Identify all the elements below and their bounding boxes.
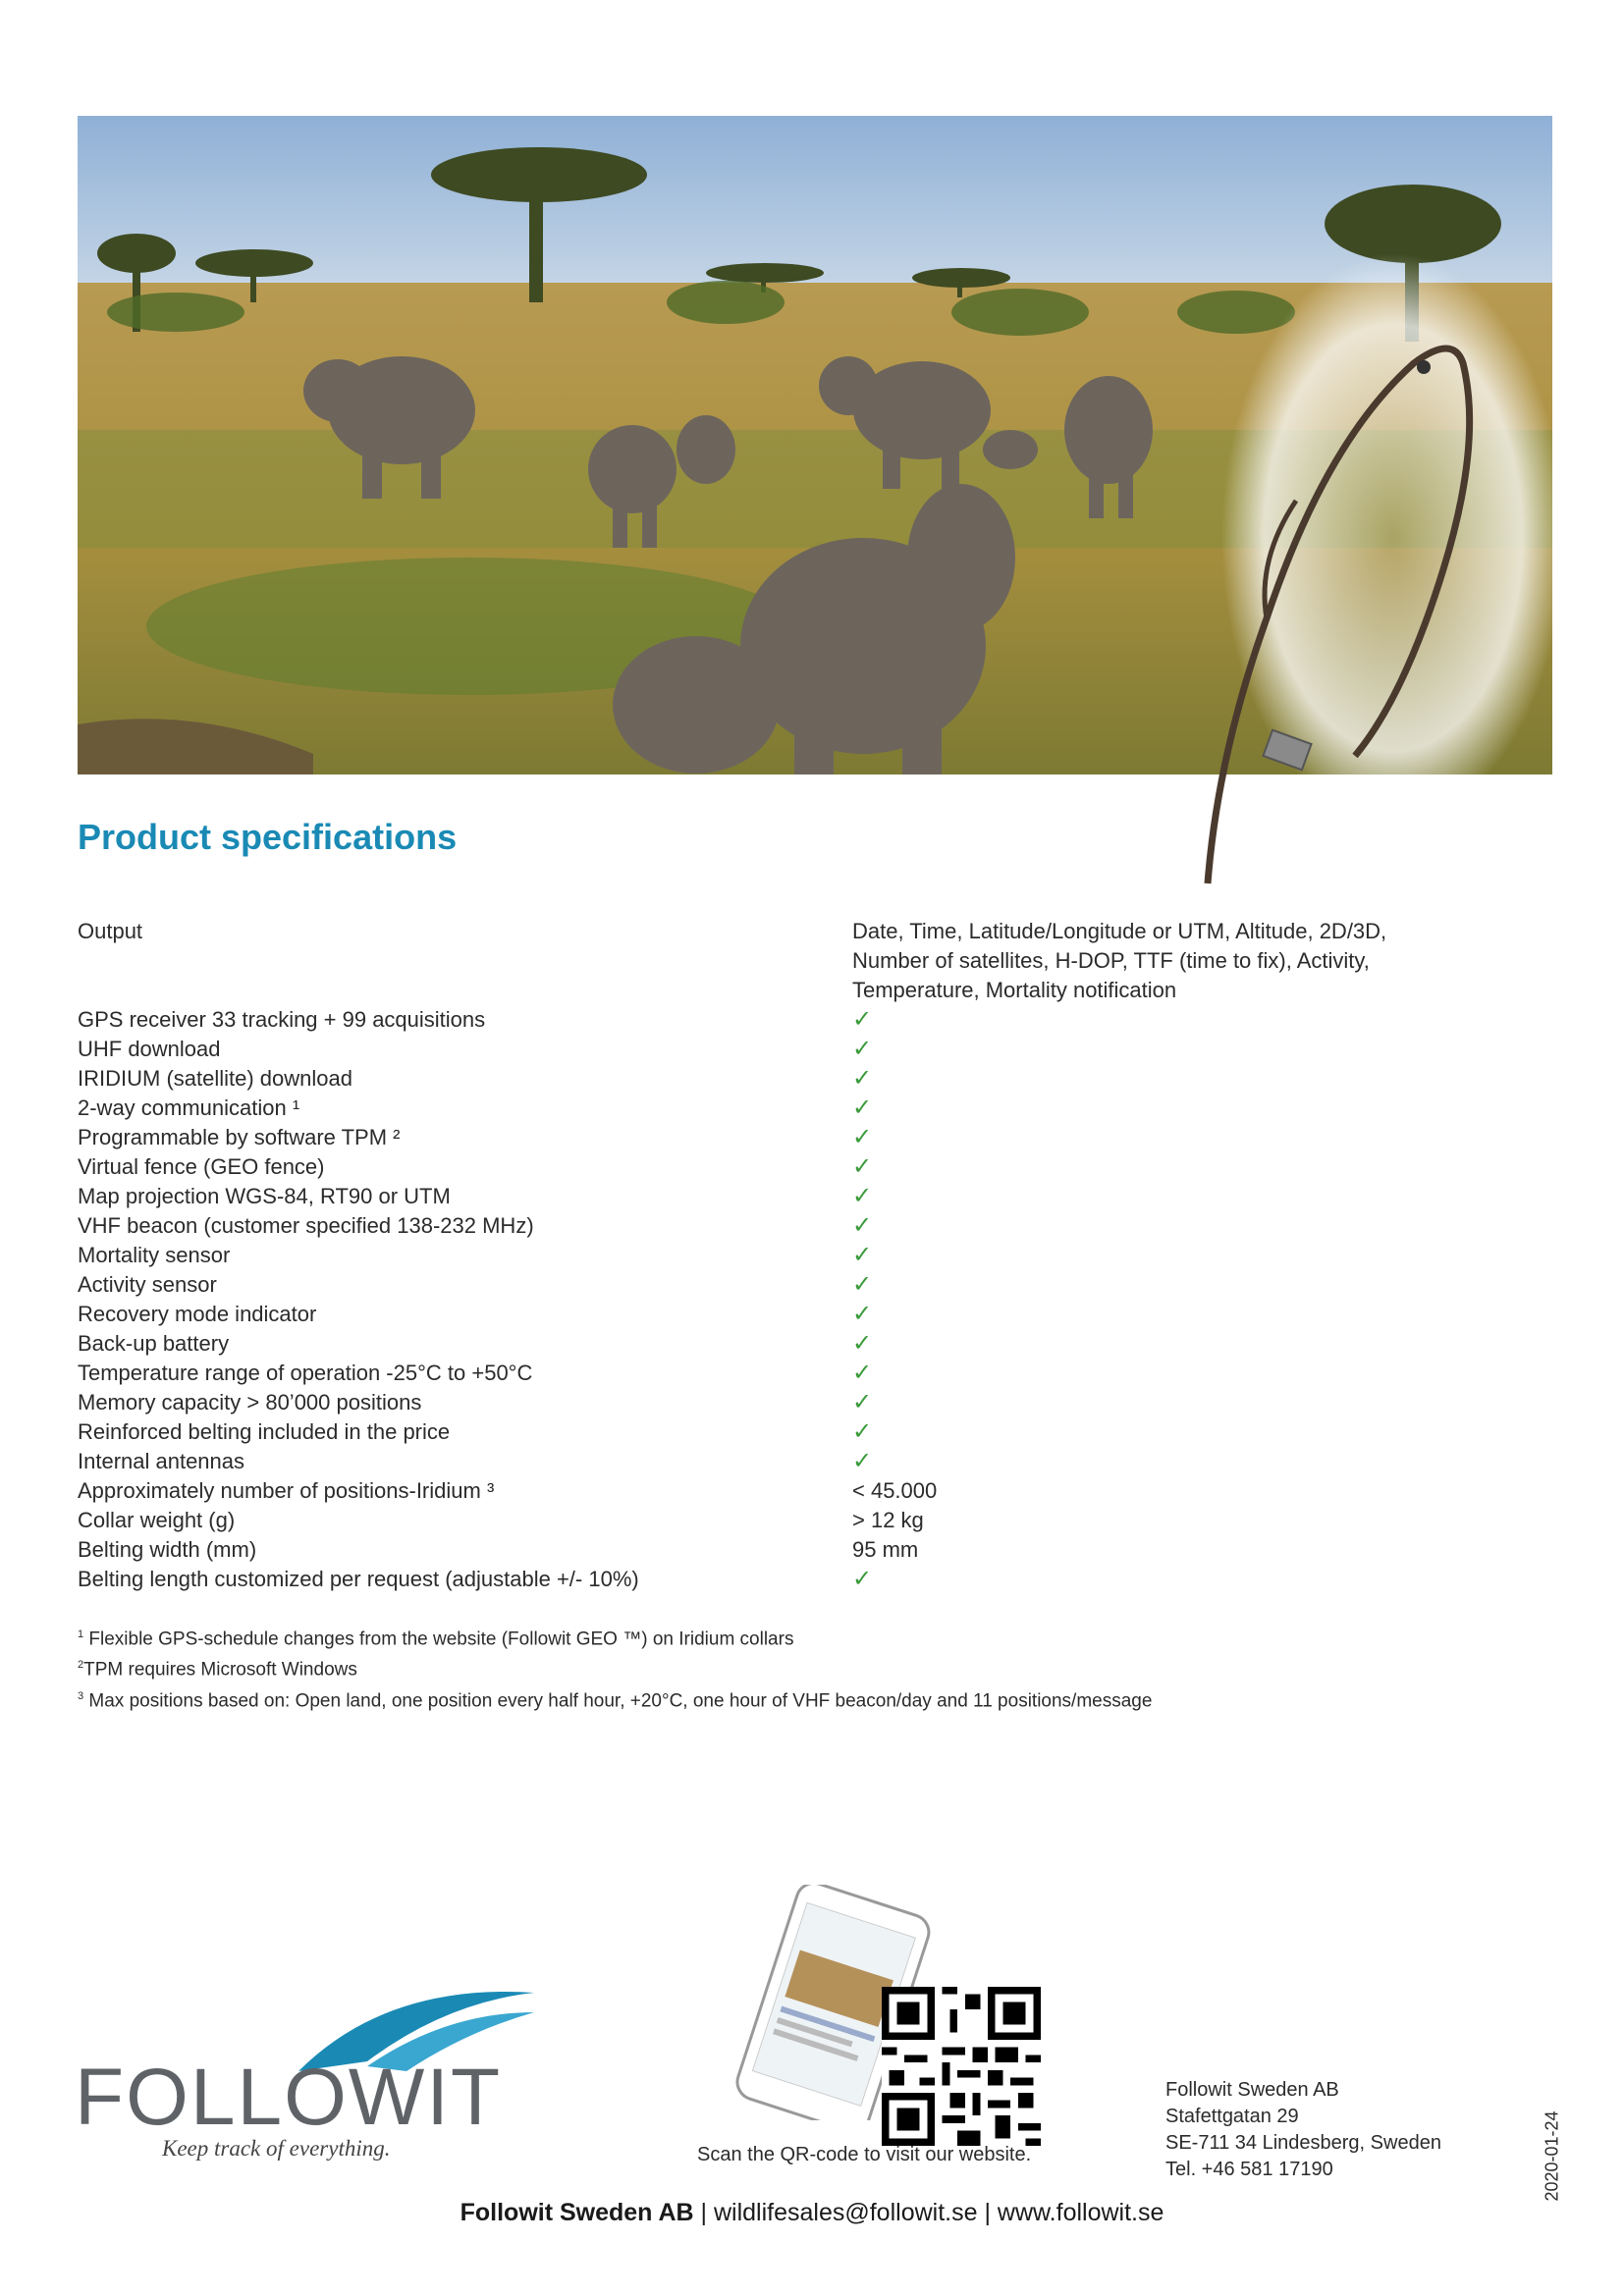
spec-label: Activity sensor: [78, 1272, 217, 1297]
spec-label: Internal antennas: [78, 1449, 245, 1473]
spec-value: [852, 1388, 1482, 1417]
spec-table: [78, 917, 1482, 1594]
footer-website-link[interactable]: www.followit.se: [997, 2199, 1164, 2226]
check-icon: ✓: [852, 1330, 873, 1357]
spec-label: Temperature range of operation -25°C to +50°C: [78, 1361, 533, 1385]
spec-value: [852, 1329, 1482, 1359]
spec-row: [78, 1300, 1482, 1329]
check-icon: ✓: [852, 1301, 873, 1327]
spec-value: [852, 917, 1482, 1005]
spec-value-text: < 45.000: [852, 1478, 938, 1503]
spec-label: Belting length customized per request (adjustable +/- 10%): [78, 1567, 639, 1591]
spec-row: [78, 1241, 1482, 1270]
footnote-1: $^1$ Flexible GPS-schedule changes from the website (Followit GEO ™) on Iridium collars: [78, 1629, 794, 1650]
check-icon: ✓: [852, 1212, 873, 1239]
address-line-company: Followit Sweden AB: [1165, 2079, 1339, 2101]
check-icon: ✓: [852, 1153, 873, 1180]
spec-value: [852, 1359, 1482, 1388]
spec-row: [78, 1270, 1482, 1300]
spec-label: Collar weight (g): [78, 1508, 236, 1532]
document-date: 2020-01-24: [1542, 2110, 1562, 2202]
spec-row: [78, 1123, 1482, 1152]
spec-value: [852, 1270, 1482, 1300]
spec-row: [78, 1535, 1482, 1565]
logo-tagline: Keep track of everything.: [162, 2136, 391, 2161]
logo-wordmark: FOLLOWIT: [75, 2053, 503, 2142]
spec-label: Map projection WGS-84, RT90 or UTM: [78, 1184, 451, 1208]
check-icon: ✓: [852, 1065, 873, 1092]
address-line-city: SE-711 34 Lindesberg, Sweden: [1165, 2132, 1441, 2154]
spec-row: [78, 1211, 1482, 1241]
check-icon: ✓: [852, 1006, 873, 1033]
spec-row: [78, 1329, 1482, 1359]
footnote-3: $^3$ Max positions based on: Open land, one position every half hour, +20°C, one hour of VHF beacon/day and 11 positions/message: [78, 1689, 1153, 1711]
check-icon: ✓: [852, 1360, 873, 1386]
spec-label: UHF download: [78, 1037, 221, 1061]
spec-value-text: 95 mm: [852, 1537, 919, 1562]
check-icon: ✓: [852, 1036, 873, 1062]
qr-code[interactable]: [882, 1987, 1041, 2146]
qr-caption: Scan the QR-code to visit our website.: [697, 2144, 1032, 2165]
spec-label: Recovery mode indicator: [78, 1302, 317, 1326]
check-icon: ✓: [852, 1242, 873, 1268]
spec-label: Output: [78, 919, 143, 943]
spec-value-line: Date, Time, Latitude/Longitude or UTM, Altitude, 2D/3D,: [852, 919, 1387, 943]
spec-row: [78, 1035, 1482, 1064]
spec-value: [852, 1300, 1482, 1329]
spec-label: Memory capacity > 80’000 positions: [78, 1390, 422, 1415]
footer-email-link[interactable]: wildlifesales@followit.se: [713, 2199, 978, 2226]
spec-label: IRIDIUM (satellite) download: [78, 1066, 352, 1091]
footer-company: Followit Sweden AB: [460, 2199, 694, 2226]
footnote-2: $^2$TPM requires Microsoft Windows: [78, 1659, 357, 1681]
spec-label: Programmable by software TPM ²: [78, 1125, 401, 1149]
spec-value: [852, 1565, 1482, 1594]
spec-value: [852, 1241, 1482, 1270]
footer-contact: Followit Sweden AB | wildlifesales@followit.se | www.followit.se: [460, 2199, 1164, 2226]
spec-value: [852, 1417, 1482, 1447]
spec-label: Mortality sensor: [78, 1243, 231, 1267]
footnotes: [78, 1622, 1152, 1714]
check-icon: ✓: [852, 1389, 873, 1415]
spec-label: Belting width (mm): [78, 1537, 257, 1562]
check-icon: ✓: [852, 1448, 873, 1474]
spec-row: [78, 1064, 1482, 1094]
company-address: [1165, 2077, 1441, 2183]
address-line-street: Stafettgatan 29: [1165, 2106, 1299, 2127]
spec-row: [78, 1094, 1482, 1123]
spec-label: GPS receiver 33 tracking + 99 acquisitions: [78, 1007, 486, 1032]
spec-row: [78, 917, 1482, 1005]
gps-collar-illustration: [1159, 324, 1571, 893]
check-icon: ✓: [852, 1183, 873, 1209]
spec-row: [78, 1565, 1482, 1594]
section-title: Product specifications: [78, 817, 458, 857]
spec-row: [78, 1417, 1482, 1447]
address-line-phone: Tel. +46 581 17190: [1165, 2159, 1333, 2180]
spec-value: [852, 1005, 1482, 1035]
spec-value-line: Number of satellites, H-DOP, TTF (time to fix), Activity,: [852, 948, 1370, 973]
spec-label: Back-up battery: [78, 1331, 230, 1356]
spec-row: [78, 1476, 1482, 1506]
spec-value: [852, 1064, 1482, 1094]
spec-value-line: Temperature, Mortality notification: [852, 978, 1177, 1002]
spec-label: 2-way communication ¹: [78, 1095, 300, 1120]
spec-value: [852, 1123, 1482, 1152]
spec-label: Approximately number of positions-Iridium ³: [78, 1478, 495, 1503]
spec-row: [78, 1506, 1482, 1535]
spec-value: [852, 1476, 1482, 1506]
spec-row: [78, 1182, 1482, 1211]
spec-value: [852, 1506, 1482, 1535]
check-icon: ✓: [852, 1271, 873, 1298]
spec-value: [852, 1535, 1482, 1565]
spec-row: [78, 1152, 1482, 1182]
spec-label: VHF beacon (customer specified 138-232 MHz): [78, 1213, 534, 1238]
spec-value-text: > 12 kg: [852, 1508, 924, 1532]
spec-label: Reinforced belting included in the price: [78, 1419, 451, 1444]
check-icon: ✓: [852, 1566, 873, 1592]
spec-value: [852, 1211, 1482, 1241]
check-icon: ✓: [852, 1095, 873, 1121]
spec-row: [78, 1388, 1482, 1417]
spec-value: [852, 1035, 1482, 1064]
check-icon: ✓: [852, 1418, 873, 1445]
spec-value: [852, 1152, 1482, 1182]
spec-row: [78, 1447, 1482, 1476]
spec-label: Virtual fence (GEO fence): [78, 1154, 325, 1179]
spec-row: [78, 1005, 1482, 1035]
spec-row: [78, 1359, 1482, 1388]
spec-value: [852, 1447, 1482, 1476]
spec-value: [852, 1094, 1482, 1123]
spec-value: [852, 1182, 1482, 1211]
check-icon: ✓: [852, 1124, 873, 1150]
